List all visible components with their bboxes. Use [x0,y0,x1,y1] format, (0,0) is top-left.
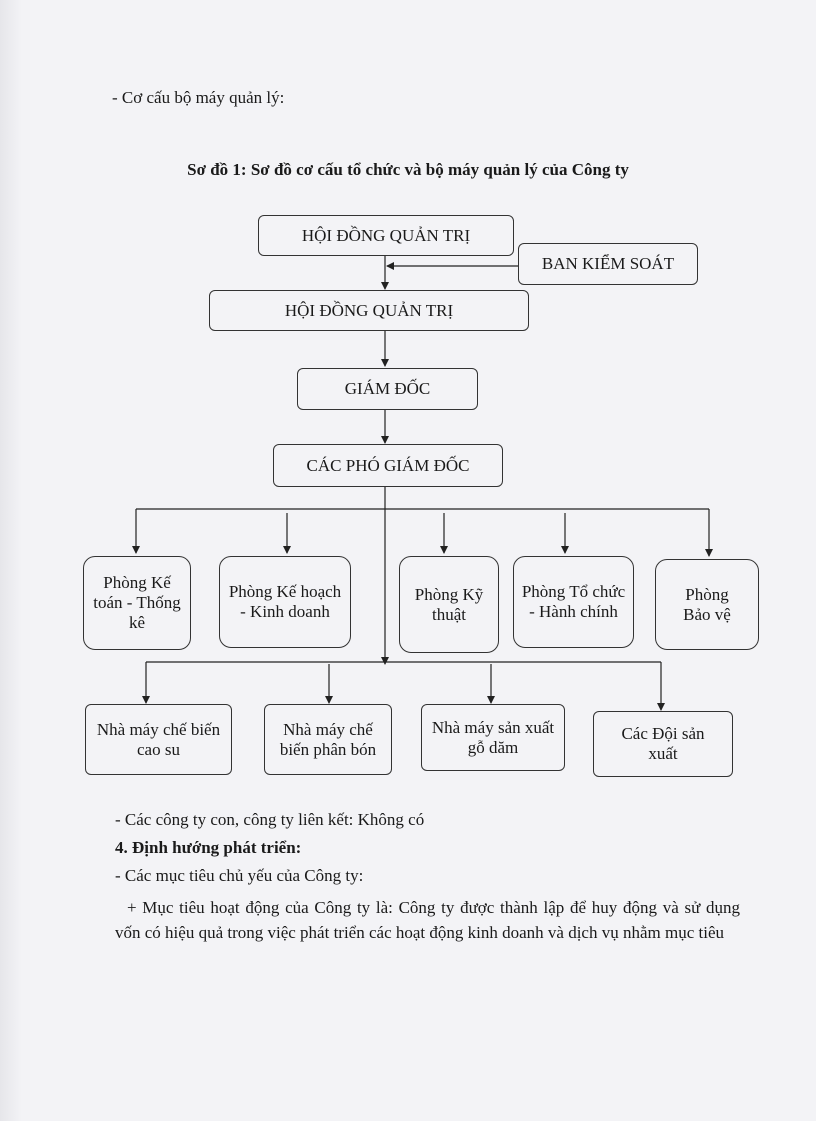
unit-woodchip-factory-box: Nhà máy sản xuất gỗ dăm [421,704,565,771]
dept-accounting-box: Phòng Kế toán - Thống kê [83,556,191,650]
dept-security-box: Phòng Bảo vệ [655,559,759,650]
dept-technical-box: Phòng Kỹ thuật [399,556,499,653]
section-heading: 4. Định hướng phát triển: [115,838,302,857]
dept-planning-box: Phòng Kế hoạch - Kinh doanh [219,556,351,648]
director-box: GIÁM ĐỐC [297,368,478,410]
unit-rubber-factory-box: Nhà máy chế biến cao su [85,704,232,775]
deputy-directors-box: CÁC PHÓ GIÁM ĐỐC [273,444,503,487]
unit-fertilizer-factory-box: Nhà máy chế biến phân bón [264,704,392,775]
goals-intro-text: - Các mục tiêu chủ yếu của Công ty: [115,866,364,885]
supervisory-board-box: BAN KIỂM SOÁT [518,243,698,285]
unit-production-teams-box: Các Đội sản xuất [593,711,733,777]
dept-admin-box: Phòng Tổ chức - Hành chính [513,556,634,648]
subsidiaries-text: - Các công ty con, công ty liên kết: Không có [115,810,425,829]
diagram-title: Sơ đồ 1: Sơ đồ cơ cấu tổ chức và bộ máy quản lý của Công ty [187,160,629,179]
top-board-box: HỘI ĐỒNG QUẢN TRỊ [258,215,514,256]
board-box: HỘI ĐỒNG QUẢN TRỊ [209,290,529,331]
goal-paragraph: + Mục tiêu hoạt động của Công ty là: Công ty được thành lập để huy động và sử dụng vốn có hiệu quả trong việc phát triển các hoạt động kinh doanh và dịch vụ nhằm mục tiêu [115,898,740,942]
intro-text: - Cơ cấu bộ máy quản lý: [112,88,285,107]
